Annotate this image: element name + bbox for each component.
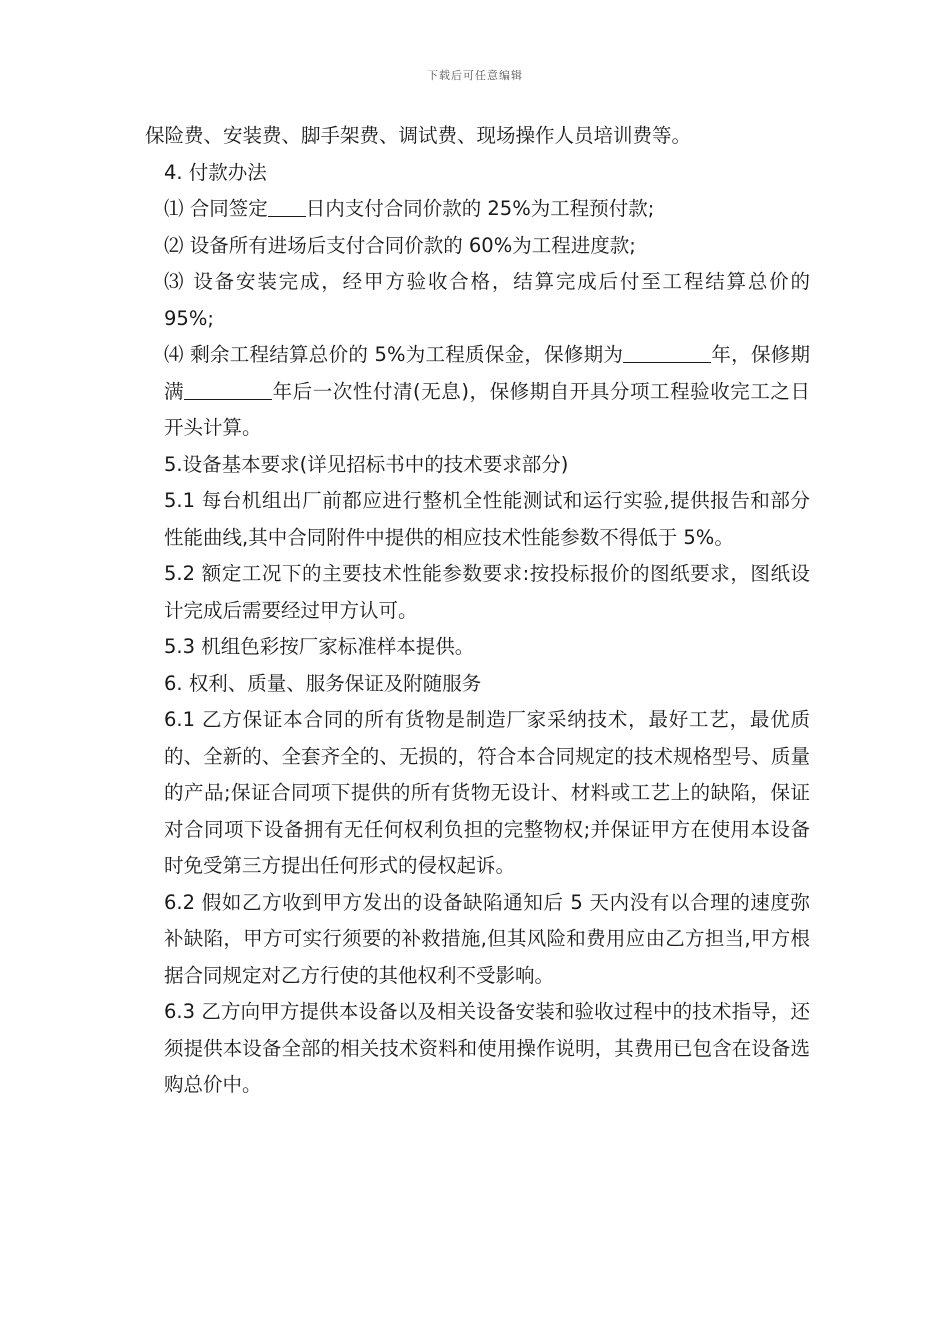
fill-in-blank (184, 379, 272, 400)
paragraph-text: 年后一次性付清(无息)，保修期自开具分项工程验收完工之日开头计算。 (164, 379, 810, 439)
paragraph: ⑵ 设备所有进场后支付合同价款的 60%为工程进度款; (164, 233, 636, 257)
paragraph-text: 年，保修期满 (164, 343, 810, 403)
fill-in-blank (268, 196, 306, 217)
paragraph-text: 日内支付合同价款的 25%为工程预付款; (305, 197, 655, 220)
document-body (145, 118, 810, 1104)
paragraph-text: ⑷ 剩余工程结算总价的 5%为工程质保金，保修期为 (164, 343, 624, 366)
section-heading: 6. 权利、质量、服务保证及附随服务 (164, 671, 482, 695)
paragraph (145, 337, 810, 447)
paragraph: 5.1 每台机组出厂前都应进行整机全性能测试和运行实验,提供报告和部分性能曲线,其中合同附件中提供的相应技术性能参数不得低于 5%。 (164, 489, 810, 549)
paragraph: 保险费、安装费、脚手架费、调试费、现场操作人员培训费等。 (145, 124, 692, 147)
header-note: 下载后可任意编辑 (427, 69, 523, 82)
paragraph-text: ⑴ 合同签定 (164, 197, 268, 220)
section-heading: 5.设备基本要求(详见招标书中的技术要求部分) (164, 452, 569, 476)
paragraph: 6.3 乙方向甲方提供本设备以及相关设备安装和验收过程中的技术指导，还须提供本设备全部的相关技术资料和使用操作说明，其费用已包含在设备选购总价中。 (164, 1000, 810, 1096)
section-heading: 4. 付款办法 (164, 160, 267, 184)
paragraph: 5.3 机组色彩按厂家标准样本提供。 (164, 635, 475, 658)
fill-in-blank (623, 342, 711, 363)
paragraph: 6.1 乙方保证本合同的所有货物是制造厂家采纳技术，最好工艺，最优质的、全新的、全套齐全的、无损的，符合本合同规定的技术规格型号、质量的产品;保证合同项下提供的所有货物无设计、材料或工艺上的缺陷，保证对合同项下设备拥有无任何权利负担的完整物权;并保证甲方在使用本设备时免受第三方提出任何形式的侵权起诉。 (164, 708, 810, 877)
paragraph: 6.2 假如乙方收到甲方发出的设备缺陷通知后 5 天内没有以合理的速度弥补缺陷，甲方可实行须要的补救措施,但其风险和费用应由乙方担当,甲方根据合同规定对乙方行使的其他权利不受影响。 (164, 890, 810, 987)
paragraph: ⑶ 设备安装完成，经甲方验收合格，结算完成后付至工程结算总价的 95%; (164, 270, 810, 330)
paragraph (145, 191, 810, 228)
paragraph: 5.2 额定工况下的主要技术性能参数要求:按投标报价的图纸要求，图纸设计完成后需要经过甲方认可。 (164, 562, 810, 622)
